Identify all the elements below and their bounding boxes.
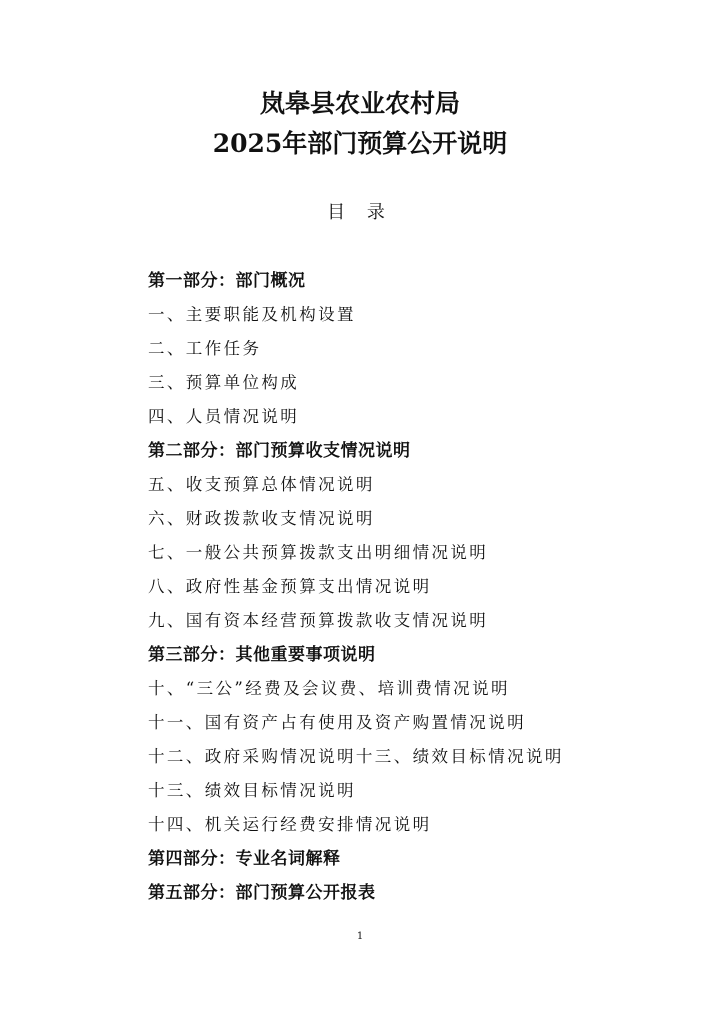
toc-heading: 目 录 (327, 202, 393, 223)
toc-item-4: 四、人员情况说明 (148, 407, 300, 426)
toc-part-4: 第四部分：专业名词解释 (148, 849, 341, 869)
toc-part-3: 第三部分：其他重要事项说明 (148, 645, 376, 665)
page-number: 1 (356, 931, 364, 942)
toc-item-9: 九、国有资本经营预算拨款收支情况说明 (148, 611, 489, 630)
document-title-line2: 2025年部门预算公开说明 (212, 129, 508, 158)
table-of-contents (148, 264, 564, 910)
document-title-line1: 岚皋县农业农村局 (259, 89, 460, 118)
toc-item-3: 三、预算单位构成 (148, 373, 300, 392)
toc-item-11: 十一、国有资产占有使用及资产购置情况说明 (148, 713, 526, 732)
toc-part-1: 第一部分：部门概况 (148, 271, 306, 291)
toc-item-13: 十三、绩效目标情况说明 (148, 781, 356, 800)
toc-item-10: 十、“三公”经费及会议费、培训费情况说明 (148, 679, 510, 698)
toc-item-12: 十二、政府采购情况说明十三、绩效目标情况说明 (148, 747, 564, 766)
toc-item-5: 五、收支预算总体情况说明 (148, 475, 375, 494)
toc-part-5: 第五部分：部门预算公开报表 (148, 883, 376, 903)
toc-item-1: 一、主要职能及机构设置 (148, 305, 356, 324)
toc-item-6: 六、财政拨款收支情况说明 (148, 509, 375, 528)
toc-item-7: 七、一般公共预算拨款支出明细情况说明 (148, 543, 489, 562)
toc-item-2: 二、工作任务 (148, 339, 262, 358)
toc-item-8: 八、政府性基金预算支出情况说明 (148, 577, 432, 596)
toc-item-14: 十四、机关运行经费安排情况说明 (148, 815, 432, 834)
toc-part-2: 第二部分：部门预算收支情况说明 (148, 441, 411, 461)
